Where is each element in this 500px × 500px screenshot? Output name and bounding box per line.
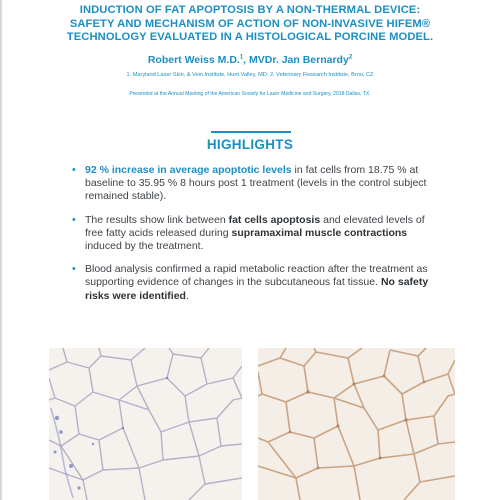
bullet-2-emphasis-a: fat cells apoptosis [228,213,321,226]
highlights-heading: HIGHLIGHTS [206,137,294,152]
bullet-2-emphasis-b: supramaximal muscle contractions [231,226,408,239]
title-line-1: INDUCTION OF FAT APOPTOSIS BY A NON-THERMAL DEVICE: [79,4,421,16]
affiliations: 1. Maryland Laser Skin, & Vein Institute, Hunt Valley, MD; 2. Veterinary Research Institute, Brno, CZ [126,72,374,78]
highlights-list [70,164,430,313]
author-separator: , MV [243,54,265,66]
author-2: Dr. Jan Bernardy [264,54,349,66]
bullet-3-text-a: Blood analysis confirmed a rapid metabolic reaction after the treatment as supporting evidence of changes in the subcutaneous fat tissue. [85,263,428,289]
list-item [70,263,430,303]
bullet-1-text: in fat cells from 18.75 % at baseline to 35.95 % 8 hours post 1 treatment (levels in the control subject remained stable). [85,164,427,203]
bullet-icon: • [72,263,76,276]
section-divider [211,131,291,133]
author-1-affiliation: 1 [239,54,244,61]
list-item [70,164,430,204]
bullet-1-emphasis: 92 % increase in average apoptotic levels [85,164,292,176]
histology-image-left [49,348,242,500]
title-line-2: SAFETY AND MECHANISM OF ACTION OF NON-INVASIVE HIFEM® [69,17,431,30]
bullet-2-text-b: and elevated levels of free fatty acids released during [85,213,425,239]
author-2-affiliation: 2 [348,54,353,61]
bullet-icon: • [72,213,76,226]
authors-line [0,54,500,66]
presentation-note: Presented at the Annual Meeting of the American Society for Laser Medicine and Surgery, 2018 Dallas, TX. [129,91,371,97]
title-line-3: TECHNOLOGY EVALUATED IN A HISTOLOGICAL PORCINE MODEL. [66,31,434,43]
author-1: Robert Weiss M.D. [147,54,240,66]
bullet-3-emphasis: No safety risks were identified [85,276,429,302]
poster-title [40,4,460,45]
bullet-2-text-c: induced by the treatment. [85,240,204,253]
bullet-icon: • [72,164,76,176]
bullet-3-text-b: . [185,289,189,302]
list-item [70,214,430,254]
bullet-2-text-a: The results show link between [85,213,229,226]
histology-image-right [258,348,455,500]
